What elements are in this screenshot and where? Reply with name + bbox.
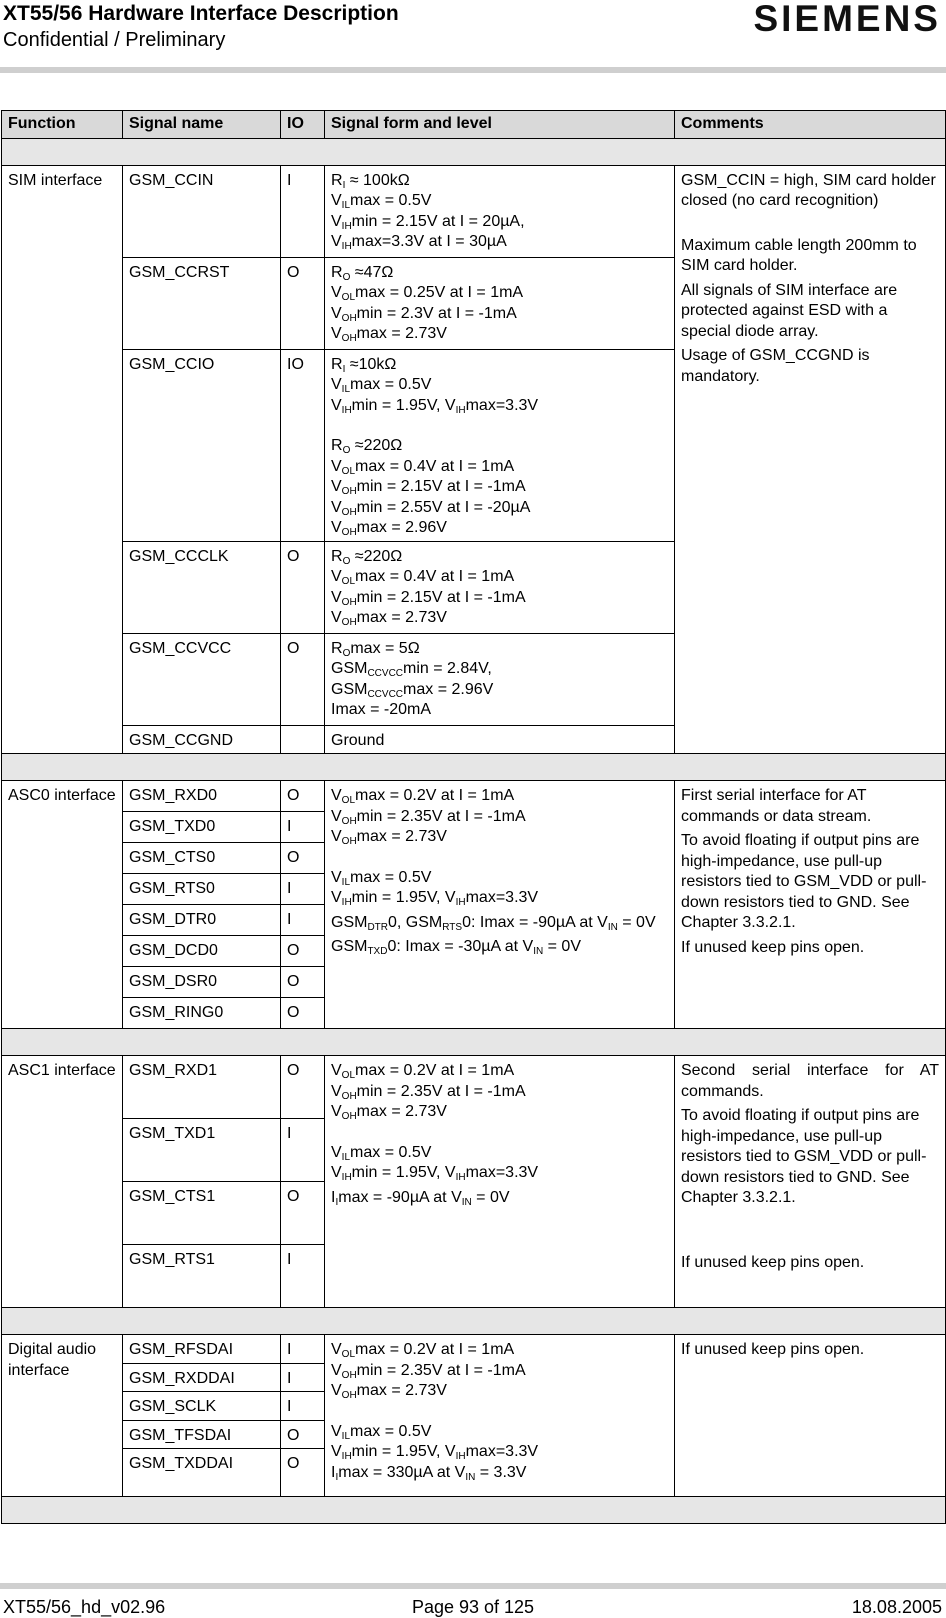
header-rule [0, 67, 946, 73]
io-cell: O [281, 257, 325, 349]
signal-name-cell: GSM_DSR0 [123, 967, 281, 998]
signal-name-cell: GSM_CCGND [123, 725, 281, 754]
signal-level-line: $GSM_{TXD}0$: Imax = -30µA at $V_{IN} = 0V$ [331, 938, 581, 957]
col-header-comments: Comments [675, 111, 946, 139]
io-cell: O [281, 781, 325, 812]
io-cell: O [281, 936, 325, 967]
signal-name-cell: GSM_RXD1 [123, 1056, 281, 1119]
io-cell: I [281, 1392, 325, 1421]
io-cell: O [281, 1056, 325, 1119]
io-cell: O [281, 1449, 325, 1497]
signal-name-cell: GSM_DTR0 [123, 905, 281, 936]
io-cell: O [281, 998, 325, 1029]
signal-level-line: $V_{OL}\max = 0.4V$ at I = 1mA [331, 457, 515, 477]
siemens-logo: SIEMENS [753, 0, 941, 39]
signal-level-line: $V_{OH}\min = 2.35V$ at I = -1mA [331, 1361, 526, 1381]
signal-level-line: $V_{OH}\max = 2.96V$ [331, 519, 447, 538]
signal-level-line: $I_I\max = 330\mu A$ at $V_{IN} = 3.3V$ [331, 1463, 527, 1483]
signal-level-line: $GSM_{CCVCC}\max = 2.96V$ [331, 680, 494, 700]
io-cell [281, 725, 325, 754]
signal-level-line: $I_I\max = -90\mu A$ at $V_{IN} = 0V$ [331, 1188, 510, 1208]
io-cell: O [281, 541, 325, 633]
signal-level-cell [325, 1335, 675, 1497]
signal-level-line: $V_{OL}\max = 0.25V$ at I = 1mA [331, 284, 524, 303]
signal-name-cell: GSM_TXD1 [123, 1119, 281, 1182]
signal-level-cell [325, 349, 675, 541]
separator-row [2, 1029, 946, 1056]
io-cell: I [281, 905, 325, 936]
signal-level-line: $V_{IL}\max = 0.5V$ [331, 868, 432, 888]
io-cell: I [281, 1119, 325, 1182]
io-cell: I [281, 874, 325, 905]
comments-cell [675, 165, 946, 754]
io-cell: O [281, 1182, 325, 1245]
io-cell: O [281, 1420, 325, 1449]
comments-cell: If unused keep pins open. [675, 1335, 946, 1497]
io-cell: I [281, 1245, 325, 1308]
signal-level-line: $R_O\max = 5\Omega$ [331, 639, 420, 659]
signal-level-line: $V_{OL}\max = 0.2V$ at I = 1mA [331, 787, 515, 806]
io-cell: I [281, 165, 325, 257]
io-cell: O [281, 843, 325, 874]
separator-row [2, 1308, 946, 1335]
signal-level-line: $V_{OH}\max = 2.73V$ [331, 325, 447, 344]
signal-level-line: $V_{IL}\max = 0.5V$ [331, 1143, 432, 1163]
signal-level-line: $V_{OH}\min = 2.35V$ at I = -1mA [331, 1082, 526, 1102]
io-cell: O [281, 967, 325, 998]
separator-row [2, 138, 946, 165]
signal-level-line: $GSM_{CCVCC}\min = 2.84V$, [331, 660, 492, 679]
signal-level-line: $V_{OH}\max = 2.73V$ [331, 1103, 447, 1122]
signal-name-cell: GSM_RING0 [123, 998, 281, 1029]
table-row [2, 781, 946, 812]
comments-cell [675, 781, 946, 1029]
function-cell: ASC1 interface [2, 1056, 123, 1308]
signal-name-cell: GSM_CTS0 [123, 843, 281, 874]
signal-level-line: $V_{IL}\max = 0.5V$ [331, 192, 432, 211]
comment-text: If unused keep pins open. [681, 1253, 865, 1271]
comment-text: GSM_CCIN = high, SIM card holder closed (no card recognition) [681, 171, 936, 209]
signal-name-cell: GSM_RTS0 [123, 874, 281, 905]
signal-level-line: $V_{OH}\max = 2.73V$ [331, 609, 447, 628]
signal-level-line: $R_I \approx 100k\Omega$ [331, 171, 410, 191]
col-header-signal-name: Signal name [123, 111, 281, 139]
col-header-io: IO [281, 111, 325, 139]
signal-level-cell [325, 541, 675, 633]
signal-name-cell: GSM_RFSDAI [123, 1335, 281, 1364]
signal-level-line: $V_{IH}\max=3.3V$ at I = 30µA [331, 233, 507, 252]
signal-level-line: $V_{OH}\min = 2.55V$ at I = -20µA [331, 498, 531, 518]
footer-date: 18.08.2005 [851, 1597, 942, 1617]
io-cell: IO [281, 349, 325, 541]
signal-name-cell: GSM_CCCLK [123, 541, 281, 633]
signal-level-line: $V_{OH}\max = 2.73V$ [331, 828, 447, 847]
table-header-row [2, 111, 946, 139]
signal-level-line: $V_{OH}\min = 2.3V$ at I = -1mA [331, 304, 517, 324]
signal-level-line: $V_{OH}\min = 2.35V$ at I = -1mA [331, 807, 526, 827]
comment-text: Usage of GSM_CCGND is mandatory. [681, 347, 870, 385]
signal-level-line: $GSM_{DTR}0$, $GSM_{RTS}0$: Imax = -90µA at $V_{IN} = 0V$ [331, 913, 656, 933]
io-cell: I [281, 812, 325, 843]
document-subtitle: Confidential / Preliminary [3, 29, 226, 51]
signal-level-line: $R_I \approx 10k\Omega$ [331, 355, 397, 375]
signal-name-cell: GSM_CTS1 [123, 1182, 281, 1245]
signal-level-line: $V_{IH}\min = 1.95V$, $V_{IH}\max=3.3V$ [331, 889, 539, 908]
signal-name-cell: GSM_RXD0 [123, 781, 281, 812]
signal-level-line: $V_{IL}\max = 0.5V$ [331, 376, 432, 395]
signal-name-cell: GSM_CCRST [123, 257, 281, 349]
function-cell: ASC0 interface [2, 781, 123, 1029]
signal-name-cell: GSM_RTS1 [123, 1245, 281, 1308]
signal-level-line: $V_{OL}\max = 0.4V$ at I = 1mA [331, 568, 515, 587]
col-header-function: Function [2, 111, 123, 139]
io-cell: I [281, 1335, 325, 1364]
signal-level-line: $V_{IH}\min = 1.95V$, $V_{IH}\max=3.3V$ [331, 1164, 539, 1183]
comment-text: Maximum cable length 200mm to SIM card holder. [681, 236, 917, 274]
signal-level-cell [325, 1056, 675, 1308]
signal-name-cell: GSM_CCVCC [123, 633, 281, 725]
signal-level-cell: Ground [325, 725, 675, 754]
signal-level-cell [325, 165, 675, 257]
comment-text: If unused keep pins open. [681, 938, 865, 956]
signal-level-line: $V_{IH}\min = 1.95V$, $V_{IH}\max=3.3V$ [331, 1443, 539, 1462]
signal-level-line: $V_{IH}\min = 1.95V$, $V_{IH}\max=3.3V$ [331, 396, 539, 416]
comment-text: All signals of SIM interface are protected against ESD with a special diode array. [681, 281, 898, 340]
footer-rule [0, 1583, 946, 1589]
signal-name-cell: GSM_TXD0 [123, 812, 281, 843]
signal-name-cell: GSM_CCIO [123, 349, 281, 541]
signal-level-line: $V_{OH}\min = 2.15V$ at I = -1mA [331, 478, 526, 497]
signal-level-line: $V_{OH}\max = 2.73V$ [331, 1382, 447, 1401]
signal-name-cell: GSM_TXDDAI [123, 1449, 281, 1497]
signal-level-cell [325, 781, 675, 1029]
function-cell: SIM interface [2, 165, 123, 754]
comment-text: To avoid floating if output pins are high-impedance, use pull-up resistors tied to GSM_VDD or pull-down resistors tied to GND. See Chapter 3.3.2.1. [681, 1107, 927, 1206]
signal-level-line: $R_O \approx 220\Omega$ [331, 547, 403, 567]
signal-name-cell: GSM_CCIN [123, 165, 281, 257]
signal-level-line: $V_{IH}\min = 2.15V$ at I = 20µA, [331, 212, 525, 232]
io-cell: I [281, 1363, 325, 1392]
footer-doc-id: XT55/56_hd_v02.96 [3, 1597, 166, 1617]
table-row [2, 165, 946, 257]
signal-level-line: $V_{OH}\min = 2.15V$ at I = -1mA [331, 588, 526, 608]
signal-name-cell: GSM_RXDDAI [123, 1363, 281, 1392]
comment-text: To avoid floating if output pins are high-impedance, use pull-up resistors tied to GSM_VDD or pull-down resistors tied to GND. See Chapter 3.3.2.1. [681, 832, 927, 931]
comment-text: First serial interface for AT commands or data stream. [681, 787, 872, 825]
signal-level-cell [325, 257, 675, 349]
signal-level-line: Imax = -20mA [331, 701, 432, 718]
signal-name-cell: GSM_SCLK [123, 1392, 281, 1421]
function-cell: Digital audio interface [2, 1335, 123, 1497]
signal-level-line: $V_{OL}\max = 0.2V$ at I = 1mA [331, 1341, 515, 1360]
comments-cell [675, 1056, 946, 1308]
signal-level-line: $V_{OL}\max = 0.2V$ at I = 1mA [331, 1062, 515, 1081]
comment-text: Second serial interface for AT commands. [681, 1062, 939, 1100]
signal-level-cell [325, 633, 675, 725]
table-row [2, 1056, 946, 1119]
col-header-signal-form: Signal form and level [325, 111, 675, 139]
document-title: XT55/56 Hardware Interface Description [3, 2, 399, 25]
separator-row [2, 1497, 946, 1524]
table-row [2, 1335, 946, 1364]
io-cell: O [281, 633, 325, 725]
signal-level-line: $R_O \approx 47\Omega$ [331, 263, 394, 283]
separator-row [2, 754, 946, 781]
signal-level-line: $V_{IL}\max = 0.5V$ [331, 1422, 432, 1442]
footer-page-number: Page 93 of 125 [411, 1597, 535, 1617]
signal-level-line: $R_O \approx 220\Omega$ [331, 437, 403, 456]
signal-table [1, 110, 946, 1524]
signal-name-cell: GSM_TFSDAI [123, 1420, 281, 1449]
signal-name-cell: GSM_DCD0 [123, 936, 281, 967]
